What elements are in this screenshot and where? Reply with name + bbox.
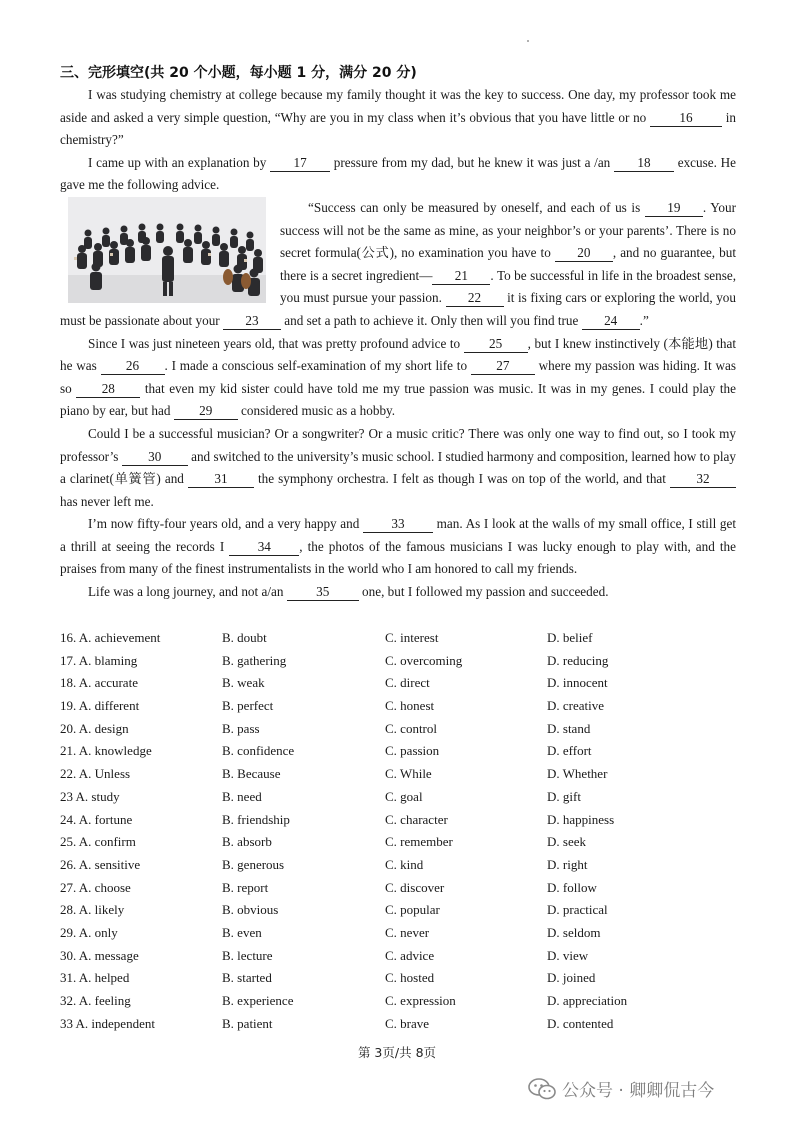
passage-text: Since I was just nineteen years old, that was pretty profound advice to	[88, 335, 464, 351]
option-row	[60, 650, 740, 673]
paragraph-4	[60, 333, 736, 423]
option-a[interactable]: 20. A. design	[60, 720, 129, 736]
blank-24[interactable]: 24	[582, 313, 640, 330]
option-a[interactable]: 27. A. choose	[60, 879, 131, 895]
option-c[interactable]: C. expression	[385, 993, 456, 1008]
blank-22[interactable]: 22	[446, 290, 504, 307]
option-row	[60, 718, 740, 741]
option-a[interactable]: 24. A. fortune	[60, 811, 133, 827]
option-row	[60, 786, 740, 809]
option-d[interactable]: D. right	[547, 856, 588, 872]
blank-21[interactable]: 21	[432, 268, 490, 285]
option-c[interactable]: C. kind	[385, 856, 424, 872]
option-row	[60, 740, 740, 763]
answer-options	[60, 627, 740, 1035]
option-a[interactable]: 32. A. feeling	[60, 993, 131, 1008]
option-row	[60, 854, 740, 877]
option-b[interactable]: B. generous	[222, 856, 285, 872]
blank-26[interactable]: 26	[101, 358, 165, 375]
option-d[interactable]: D. stand	[547, 720, 591, 736]
option-d[interactable]: D. seek	[547, 834, 586, 850]
option-b[interactable]: B. need	[222, 788, 262, 804]
option-d[interactable]: D. innocent	[547, 675, 608, 691]
paragraph-1	[60, 84, 736, 152]
passage-text: the symphony orchestra. I felt as though I was on top of the world, and that	[253, 471, 670, 487]
option-c[interactable]: C. control	[385, 720, 437, 736]
passage-text: that even my kid sister could have told me my true passion was music. It was in my genes. I could play the piano by ear, but had	[60, 380, 736, 419]
option-a[interactable]: 30. A. message	[60, 947, 139, 963]
page-number: 第 3页/共 8页	[357, 1045, 437, 1060]
scan-speck	[527, 40, 529, 42]
option-row	[60, 831, 740, 854]
passage-text: , and no guarantee, but there is a secret ingredient—	[280, 245, 736, 283]
option-row	[60, 899, 740, 922]
option-c[interactable]: C. overcoming	[385, 652, 463, 668]
blank-33[interactable]: 33	[363, 516, 433, 533]
option-a[interactable]: 29. A. only	[60, 924, 118, 940]
option-d[interactable]: D. contented	[547, 1015, 614, 1031]
option-a[interactable]: 21. A. knowledge	[60, 743, 152, 759]
option-b[interactable]: B. even	[222, 924, 262, 940]
option-a[interactable]: 19. A. different	[60, 698, 140, 714]
option-b[interactable]: B. report	[222, 879, 269, 895]
option-a[interactable]: 17. A. blaming	[60, 652, 138, 668]
option-c[interactable]: C. character	[385, 811, 448, 827]
option-b[interactable]: B. patient	[222, 1015, 273, 1031]
option-a[interactable]: 22. A. Unless	[60, 766, 131, 782]
passage-text: , the photos of the famous musicians I was lucky enough to play with, and the praises from many of the finest instrumentalists in the world who I am honored to call my friends.	[60, 538, 737, 577]
passage-text: . I made a conscious self-examination of my short life to	[164, 358, 471, 374]
option-row	[60, 1013, 740, 1036]
option-b[interactable]: B. doubt	[222, 630, 267, 645]
option-d[interactable]: D. joined	[547, 970, 596, 986]
blank-30[interactable]: 30	[122, 449, 188, 466]
option-row	[60, 809, 740, 832]
option-d[interactable]: D. belief	[547, 630, 593, 645]
blank-18[interactable]: 18	[614, 155, 674, 172]
passage-text: I was studying chemistry at college because my family thought it was the key to success. One day, my professor took me aside and asked a very simple question, “Why are you in my class when it’s obvious that you have little or no	[60, 87, 736, 125]
option-b[interactable]: B. perfect	[222, 698, 274, 714]
option-d[interactable]: D. follow	[547, 879, 597, 895]
option-row	[60, 627, 740, 650]
option-row	[60, 922, 740, 945]
passage-text: one, but I followed my passion and succeeded.	[358, 584, 609, 600]
blank-19[interactable]: 19	[645, 200, 703, 217]
option-row	[60, 695, 740, 718]
blank-17[interactable]: 17	[270, 155, 330, 172]
blank-23[interactable]: 23	[223, 313, 281, 330]
blank-20[interactable]: 20	[555, 245, 613, 262]
passage-text: .”	[639, 312, 649, 328]
option-c[interactable]: C. advice	[385, 947, 435, 963]
blank-32[interactable]: 32	[670, 471, 736, 488]
blank-29[interactable]: 29	[174, 403, 238, 420]
option-c[interactable]: C. goal	[385, 788, 423, 804]
passage-text: it is fixing cars or exploring the world, you must be passionate about your	[60, 290, 736, 328]
option-b[interactable]: B. started	[222, 970, 272, 986]
option-b[interactable]: B. Because	[222, 766, 281, 782]
passage-text: and switched to the university’s music school. I studied harmony and composition, learned how to play a clarinet(单簧管) and	[60, 448, 737, 487]
passage-text: . To be successful in life in the broadest sense, you must pursue your passion.	[280, 267, 737, 306]
option-b[interactable]: B. experience	[222, 993, 294, 1008]
blank-34[interactable]: 34	[229, 539, 299, 556]
passage-text: , but I knew instinctively (本能地) that he was	[60, 335, 737, 374]
passage-text: pressure from my dad, but he knew it was just a /an	[330, 154, 614, 170]
passage-text: considered music as a hobby.	[237, 403, 396, 419]
option-row	[60, 967, 740, 990]
blank-28[interactable]: 28	[76, 381, 140, 398]
blank-31[interactable]: 31	[188, 471, 254, 488]
paragraph-2	[60, 152, 736, 197]
option-a[interactable]: 23 A. study	[60, 788, 120, 804]
option-c[interactable]: C. never	[385, 924, 430, 940]
blank-27[interactable]: 27	[471, 358, 535, 375]
option-b[interactable]: B. gathering	[222, 652, 287, 668]
option-c[interactable]: C. direct	[385, 675, 430, 691]
passage-text: man. As I look at the walls of my small office, I still get a thrill at seeing the records I	[60, 516, 737, 554]
option-b[interactable]: B. obvious	[222, 902, 279, 918]
option-d[interactable]: D. Whether	[547, 766, 608, 782]
option-b[interactable]: B. absorb	[222, 834, 272, 850]
paragraph-5	[60, 423, 736, 513]
option-row	[60, 877, 740, 900]
paragraph-6	[60, 513, 736, 581]
passage-text: where my passion was hiding. It was so	[60, 358, 736, 396]
option-d[interactable]: D. creative	[547, 698, 605, 714]
option-a[interactable]: 25. A. confirm	[60, 834, 136, 850]
option-b[interactable]: B. friendship	[222, 811, 290, 827]
option-c[interactable]: C. remember	[385, 834, 453, 850]
passage-text: Life was a long journey, and not a/an	[88, 584, 287, 600]
option-c[interactable]: C. passion	[385, 743, 440, 759]
passage-text: “Success can only be measured by oneself, and each of us is	[308, 199, 645, 215]
option-d[interactable]: D. view	[547, 947, 589, 963]
section-title: 三、完形填空(共 20 个小题，每小题 1 分，满分 20 分)	[60, 65, 417, 81]
watermark-text: 公众号 · 卿卿侃古今	[562, 1081, 715, 1101]
option-row	[60, 990, 740, 1013]
passage-text: I’m now fifty-four years old, and a very happy and	[88, 516, 364, 532]
watermark	[528, 1076, 714, 1101]
option-row	[60, 945, 740, 968]
option-a[interactable]: 16. A. achievement	[60, 630, 161, 645]
option-c[interactable]: C. hosted	[385, 970, 435, 986]
option-row	[60, 672, 740, 695]
option-c[interactable]: C. interest	[385, 630, 439, 645]
orchestra-photo	[68, 197, 266, 303]
passage-text: . Your success will not be the same as mine, as your neighbor’s or your parents’. There is no secret formula(公式), no examination you have to	[280, 199, 737, 261]
option-d[interactable]: D. gift	[547, 788, 581, 804]
passage-text: Could I be a successful musician? Or a songwriter? Or a music critic? There was only one way to find out, so I took my professor’s	[60, 425, 736, 464]
passage-text: in chemistry?”	[60, 109, 736, 148]
option-a[interactable]: 26. A. sensitive	[60, 856, 141, 872]
passage-text: I came up with an explanation by	[88, 154, 271, 170]
option-d[interactable]: D. happiness	[547, 811, 615, 827]
wechat-icon	[528, 1078, 556, 1100]
option-a[interactable]: 33 A. independent	[60, 1015, 155, 1031]
option-b[interactable]: B. confidence	[222, 743, 295, 759]
paragraph-7	[60, 581, 736, 604]
option-d[interactable]: D. seldom	[547, 924, 601, 940]
option-row	[60, 763, 740, 786]
blank-25[interactable]: 25	[464, 336, 528, 353]
option-c[interactable]: C. brave	[385, 1015, 430, 1031]
blank-16[interactable]: 16	[650, 110, 722, 127]
passage-text: excuse. He gave me the following advice.	[60, 154, 737, 193]
option-b[interactable]: B. lecture	[222, 947, 273, 963]
option-a[interactable]: 31. A. helped	[60, 970, 130, 986]
option-c[interactable]: C. While	[385, 766, 432, 782]
blank-35[interactable]: 35	[287, 584, 359, 601]
option-d[interactable]: D. effort	[547, 743, 592, 759]
cloze-passage	[60, 84, 736, 604]
option-a[interactable]: 28. A. likely	[60, 902, 125, 918]
option-c[interactable]: C. discover	[385, 879, 445, 895]
passage-text: has never left me.	[60, 493, 154, 509]
option-b[interactable]: B. pass	[222, 720, 260, 736]
option-d[interactable]: D. reducing	[547, 652, 609, 668]
passage-text: and set a path to achieve it. Only then will you find true	[280, 312, 582, 328]
option-d[interactable]: D. practical	[547, 902, 608, 918]
option-c[interactable]: C. popular	[385, 902, 440, 918]
option-b[interactable]: B. weak	[222, 675, 265, 691]
option-d[interactable]: D. appreciation	[547, 993, 628, 1008]
option-a[interactable]: 18. A. accurate	[60, 675, 138, 691]
option-c[interactable]: C. honest	[385, 698, 435, 714]
